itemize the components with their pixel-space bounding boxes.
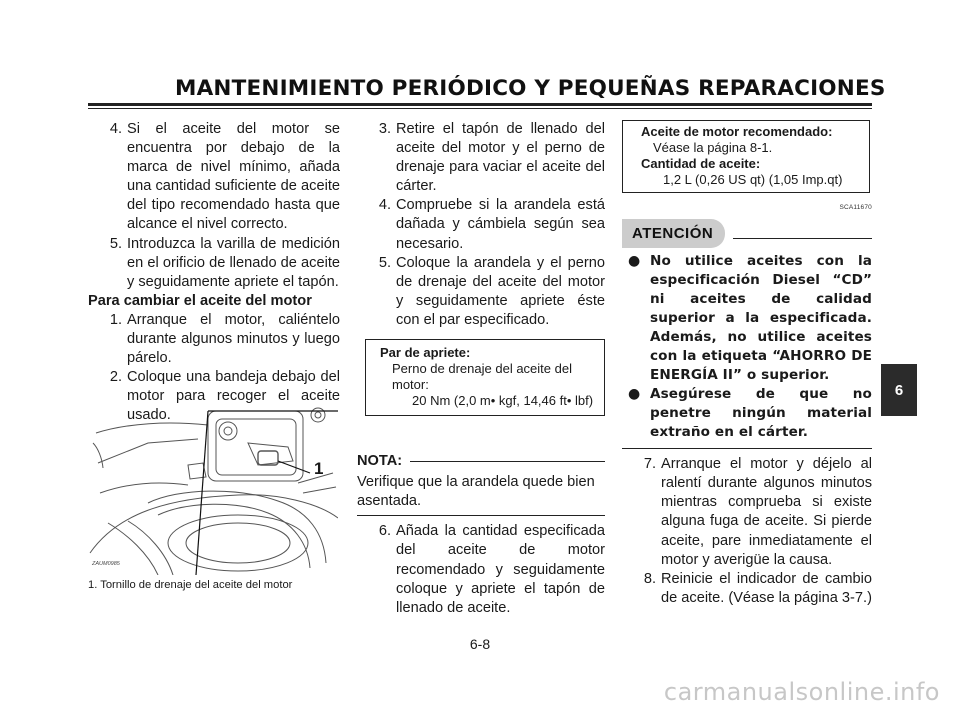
- oil-spec-label: Aceite de motor recomendado:: [641, 124, 833, 139]
- watermark: carmanualsonline.info: [663, 678, 940, 706]
- list-item: [622, 570, 872, 608]
- list-item: [88, 120, 340, 235]
- list-item: [622, 455, 872, 570]
- torque-spec-title: Par de apriete:: [380, 345, 471, 361]
- oil-quantity-value: 1,2 L (0,26 US qt) (1,05 Imp.qt): [663, 172, 843, 187]
- item-number: 1.: [109, 311, 122, 328]
- item-text: Arranque el motor, caliéntelo durante algunos minutos y luego párelo.: [127, 311, 340, 367]
- caution-code: SCA11670: [839, 204, 872, 211]
- header-rule-thin: [88, 108, 872, 109]
- header-rule: [88, 103, 872, 106]
- column-right: [622, 120, 872, 608]
- engine-line-drawing: [88, 403, 338, 575]
- item-number: 8.: [643, 570, 656, 587]
- item-number: 6.: [378, 523, 391, 540]
- item-text: Compruebe si la arandela está dañada y cámbiela según sea necesario.: [396, 197, 605, 252]
- item-number: 2.: [109, 369, 122, 386]
- note-rule: [410, 461, 605, 462]
- item-text: Coloque una bandeja debajo del motor para recoger el aceite usado.: [127, 369, 340, 424]
- torque-spec-box: [365, 339, 605, 416]
- engine-drain-bolt-illustration: [88, 403, 338, 575]
- caution-badge: ATENCIÓN: [622, 219, 725, 248]
- list-item: [357, 120, 605, 196]
- item-number: 4.: [378, 197, 391, 214]
- bullet-icon: ●: [628, 386, 641, 403]
- item-text: Retire el tapón de llenado del aceite del motor y el perno de drenaje para vaciar el aceite del cárter.: [396, 121, 605, 195]
- item-number: 5.: [378, 254, 391, 271]
- oil-quantity-label: Cantidad de aceite:: [641, 156, 761, 171]
- caution-bullet: [622, 252, 872, 385]
- torque-spec-value: 20 Nm (2,0 m• kgf, 14,46 ft• lbf): [412, 393, 594, 409]
- note-heading: [357, 452, 605, 471]
- oil-spec-box: [622, 120, 870, 193]
- list-item: [357, 522, 605, 617]
- column-left: [88, 120, 340, 426]
- item-text: Si el aceite del motor se encuentra por debajo de la marca de nivel mínimo, añada una cantidad suficiente de aceite del tipo recomendado hasta que alcance el nivel correcto.: [127, 121, 340, 233]
- item-text: Añada la cantidad especificada del aceite de motor recomendado y seguidamente coloque y apriete el tapón de llenado de aceite.: [396, 523, 605, 616]
- torque-spec-item: Perno de drenaje del aceite del motor:: [392, 361, 572, 393]
- page-number: 6-8: [469, 636, 491, 652]
- oil-spec-value: Véase la página 8-1.: [653, 140, 773, 155]
- caution-bullet-text: Asegúrese de que no penetre ningún material extraño en el cárter.: [650, 386, 872, 441]
- figure-callout-label: 1: [314, 459, 324, 478]
- chapter-tab: 6: [881, 364, 917, 416]
- item-text: Coloque la arandela y el perno de drenaje del aceite del motor y seguidamente apriete éste con el par especificado.: [396, 254, 605, 328]
- column-middle: [357, 120, 605, 618]
- list-item: [357, 254, 605, 330]
- page-title: MANTENIMIENTO PERIÓDICO Y PEQUEÑAS REPARACIONES: [175, 76, 886, 101]
- note-text: Verifique que la arandela quede bien asentada.: [357, 474, 595, 510]
- note-label: NOTA:: [357, 453, 403, 470]
- item-text: Reinicie el indicador de cambio de aceite. (Véase la página 3-7.): [661, 570, 872, 606]
- caution-bullet: [622, 385, 872, 442]
- list-item: [357, 196, 605, 253]
- item-number: 3.: [378, 121, 391, 137]
- caution-end-rule: [622, 448, 872, 449]
- item-number: 7.: [643, 456, 656, 473]
- bullet-icon: ●: [628, 253, 641, 270]
- figure-code: ZAUM0985: [92, 561, 120, 567]
- list-item: [88, 235, 340, 292]
- item-number: 4.: [109, 121, 122, 137]
- item-text: Arranque el motor y déjelo al ralentí durante algunos minutos mientras comprueba si existe alguna fuga de aceite. Si pierde aceite, pare inmediatamente el motor y averigüe la causa.: [661, 456, 872, 568]
- section-subheading: Para cambiar el aceite del motor: [88, 292, 312, 309]
- figure-caption: 1. Tornillo de drenaje del aceite del motor: [88, 579, 293, 591]
- caution-rule: [733, 238, 872, 239]
- item-text: Introduzca la varilla de medición en el orificio de llenado de aceite y seguidamente apriete el tapón.: [127, 235, 340, 290]
- caution-heading: [622, 219, 872, 248]
- list-item: [88, 311, 340, 368]
- caution-bullet-text: No utilice aceites con la especificación Diesel “CD” ni aceites de calidad superior a la especificada. Además, no utilice aceites con la etiqueta “AHORRO DE ENERGÍA II” o superior.: [650, 253, 872, 384]
- item-number: 5.: [109, 235, 122, 252]
